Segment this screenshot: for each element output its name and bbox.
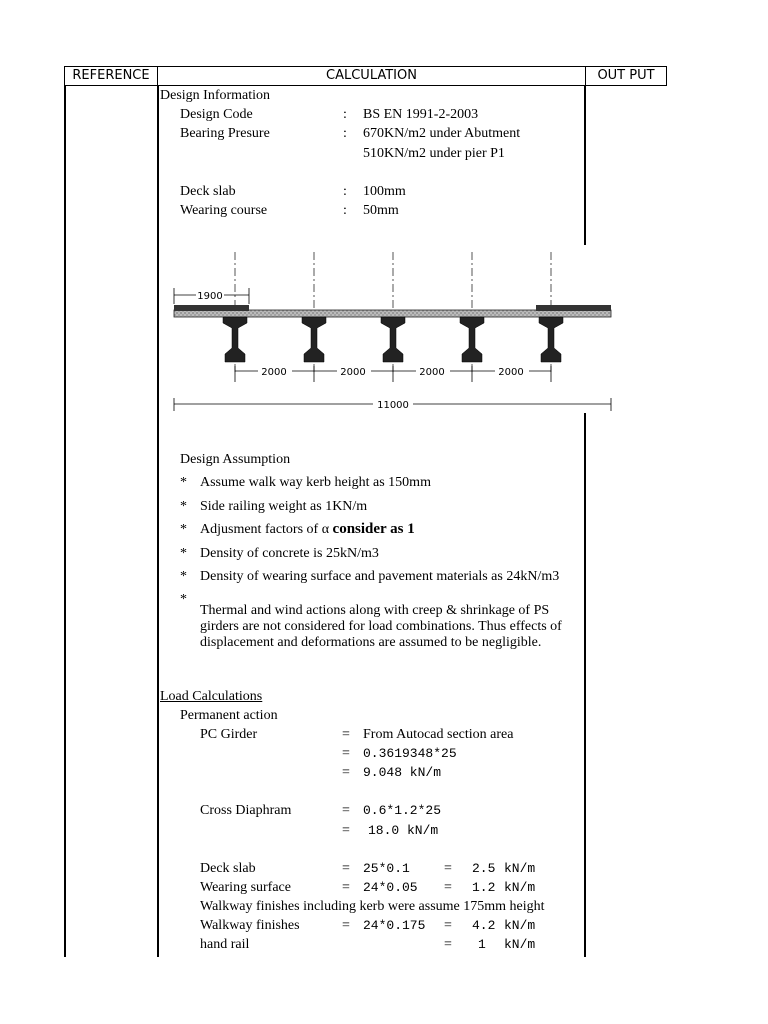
permanent-action-title: Permanent action [180, 708, 278, 723]
eq-sign: = [342, 823, 350, 838]
bullet: * [180, 569, 187, 584]
bullet: * [180, 499, 187, 514]
bearing-value-abutment: 670KN/m2 under Abutment [363, 126, 521, 141]
walkway-load-unit: kN/m [504, 918, 536, 933]
dim-overhang: 1900 [197, 291, 223, 302]
eq-sign: = [342, 861, 350, 876]
header-output: OUT PUT [585, 66, 667, 86]
assumption-title: Design Assumption [180, 452, 291, 467]
bullet: * [180, 546, 187, 561]
wearing-course-value: 50mm [363, 203, 399, 218]
eq-sign: = [342, 746, 350, 761]
eq-sign: = [444, 937, 452, 952]
bearing-label: Bearing Presure [180, 126, 270, 141]
deck-load-expr: 25*0.1 [363, 861, 410, 876]
eq-sign: = [342, 918, 350, 933]
bullet: * [180, 475, 187, 490]
eq-sign: = [342, 880, 350, 895]
left-kerb [174, 305, 249, 311]
header-reference: REFERENCE [64, 66, 158, 86]
wearing-load-value: 1.2 [472, 880, 496, 895]
dim-spacing: 2000 [419, 367, 445, 378]
cross-diaphram-line1: 0.6*1.2*25 [363, 803, 442, 818]
design-code-value: BS EN 1991-2-2003 [363, 107, 479, 122]
wearing-load-label: Wearing surface [200, 880, 291, 895]
girder-shape [302, 317, 326, 362]
walkway-load-expr: 24*0.175 [363, 918, 426, 933]
assumption-item [200, 521, 415, 538]
assumption-item-bold: consider as 1 [332, 521, 415, 537]
girder-shape [539, 317, 563, 362]
pc-girder-line3: 9.048 kN/m [363, 765, 442, 780]
walkway-load-label: Walkway finishes [200, 918, 300, 933]
design-code-sep: : [343, 107, 347, 122]
column-line-right-upper [584, 85, 586, 245]
assumption-item: Side railing weight as 1KN/m [200, 499, 368, 514]
assumption-item: Density of wearing surface and pavement materials as 24kN/m3 [200, 569, 560, 584]
cross-diaphram-label: Cross Diaphram [200, 803, 292, 818]
walkway-load-value: 4.2 [472, 918, 496, 933]
walkway-note: Walkway finishes including kerb were assume 175mm height [200, 899, 545, 914]
handrail-label: hand rail [200, 937, 250, 952]
column-line-right-lower [584, 413, 586, 957]
cross-diaphram-line2: 18.0 kN/m [368, 823, 439, 838]
assumption-paragraph: Thermal and wind actions along with creep & shrinkage of PS girders are not considered for load combinations. Thus effects of displacement and deformations are assumed to be negligible. [200, 603, 562, 650]
bearing-value-pier: 510KN/m2 under pier P1 [363, 146, 505, 161]
pc-girder-label: PC Girder [200, 727, 258, 742]
assumption-item: Assume walk way kerb height as 150mm [200, 475, 431, 490]
eq-sign: = [342, 803, 350, 818]
wearing-load-unit: kN/m [504, 880, 536, 895]
wearing-load-expr: 24*0.05 [363, 880, 418, 895]
eq-sign: = [444, 861, 452, 876]
header-calculation: CALCULATION [157, 66, 586, 86]
eq-sign: = [342, 765, 350, 780]
handrail-value: 1 [478, 937, 486, 952]
deck-load-unit: kN/m [504, 861, 536, 876]
handrail-unit: kN/m [504, 937, 536, 952]
deck-slab-value: 100mm [363, 184, 406, 199]
assumption-item: Density of concrete is 25kN/m3 [200, 546, 379, 561]
load-calc-title: Load Calculations [160, 689, 263, 704]
bridge-cross-section-drawing [168, 248, 618, 418]
girder-shape [381, 317, 405, 362]
girder-shape [460, 317, 484, 362]
deck-load-value: 2.5 [472, 861, 496, 876]
bullet: * [180, 522, 187, 537]
wearing-course-label: Wearing course [180, 203, 268, 218]
deck-slab-label: Deck slab [180, 184, 236, 199]
pc-girder-line1: From Autocad section area [363, 727, 514, 742]
dim-spacing: 2000 [498, 367, 524, 378]
column-line-middle [157, 85, 159, 957]
bearing-sep: : [343, 126, 347, 141]
eq-sign: = [342, 727, 350, 742]
deck-load-label: Deck slab [200, 861, 256, 876]
girder-shape [223, 317, 247, 362]
bullet: * [180, 592, 187, 607]
wearing-course-sep: : [343, 203, 347, 218]
pc-girder-line2: 0.3619348*25 [363, 746, 457, 761]
dim-spacing: 2000 [340, 367, 366, 378]
dim-total: 11000 [377, 400, 409, 411]
assumption-item-text: Adjusment factors of α [200, 522, 333, 537]
deck-slab-shape [174, 310, 611, 317]
design-code-label: Design Code [180, 107, 253, 122]
eq-sign: = [444, 918, 452, 933]
right-kerb [536, 305, 611, 311]
column-line-left [64, 85, 66, 957]
deck-slab-sep: : [343, 184, 347, 199]
eq-sign: = [444, 880, 452, 895]
design-info-title: Design Information [160, 88, 271, 103]
dim-spacing: 2000 [261, 367, 287, 378]
